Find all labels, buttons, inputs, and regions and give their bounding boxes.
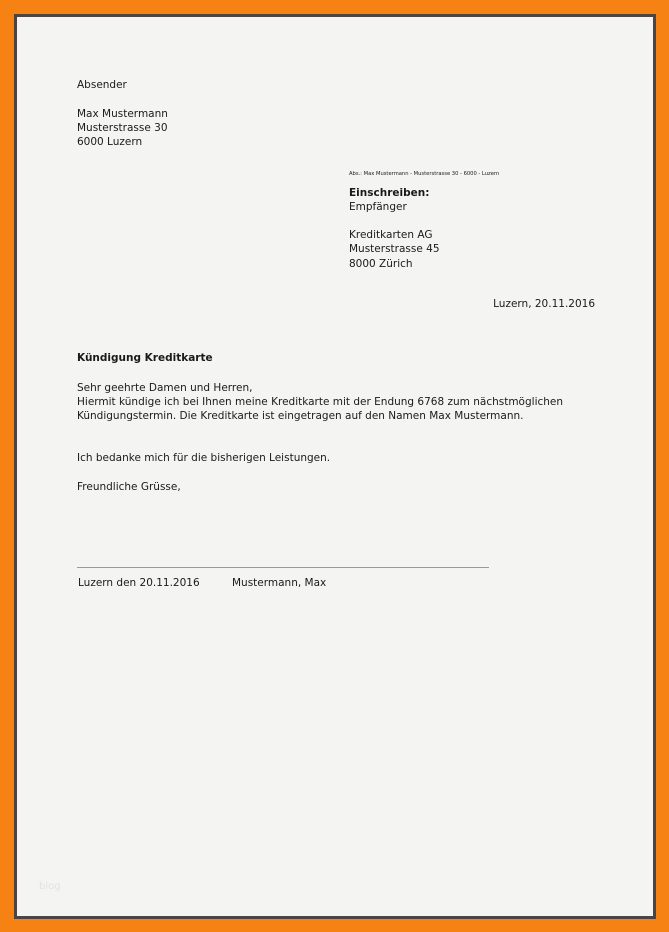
signature-place-date: Luzern den 20.11.2016: [78, 577, 200, 589]
page-frame: [14, 14, 656, 919]
thanks-line: Ich bedanke mich für die bisherigen Leistungen.: [77, 452, 331, 464]
sender-name: Max Mustermann: [77, 108, 168, 120]
recipient-street: Musterstrasse 45: [349, 243, 440, 255]
body-line-2: Kündigungstermin. Die Kreditkarte ist eingetragen auf den Namen Max Mustermann.: [77, 410, 524, 422]
signature-name: Mustermann, Max: [232, 577, 327, 589]
signature-line: [77, 567, 489, 568]
subject: Kündigung Kreditkarte: [77, 352, 213, 364]
recipient-company: Kreditkarten AG: [349, 229, 433, 241]
closing: Freundliche Grüsse,: [77, 481, 181, 493]
recipient-city: 8000 Zürich: [349, 258, 413, 270]
sender-label: Absender: [77, 79, 127, 91]
recipient-label: Empfänger: [349, 201, 407, 213]
sender-street: Musterstrasse 30: [77, 122, 168, 134]
letter-page: [17, 17, 653, 916]
sender-city: 6000 Luzern: [77, 136, 143, 148]
date-line: Luzern, 20.11.2016: [493, 298, 595, 310]
watermark: blog: [39, 881, 61, 892]
body-line-1: Hiermit kündige ich bei Ihnen meine Kreditkarte mit der Endung 6768 zum nächstmöglichen: [77, 396, 564, 408]
delivery-type: Einschreiben:: [349, 187, 430, 199]
salutation: Sehr geehrte Damen und Herren,: [77, 382, 253, 394]
return-address-line: Abs.: Max Mustermann - Musterstrasse 30 - 6000 - Luzern: [349, 171, 500, 177]
